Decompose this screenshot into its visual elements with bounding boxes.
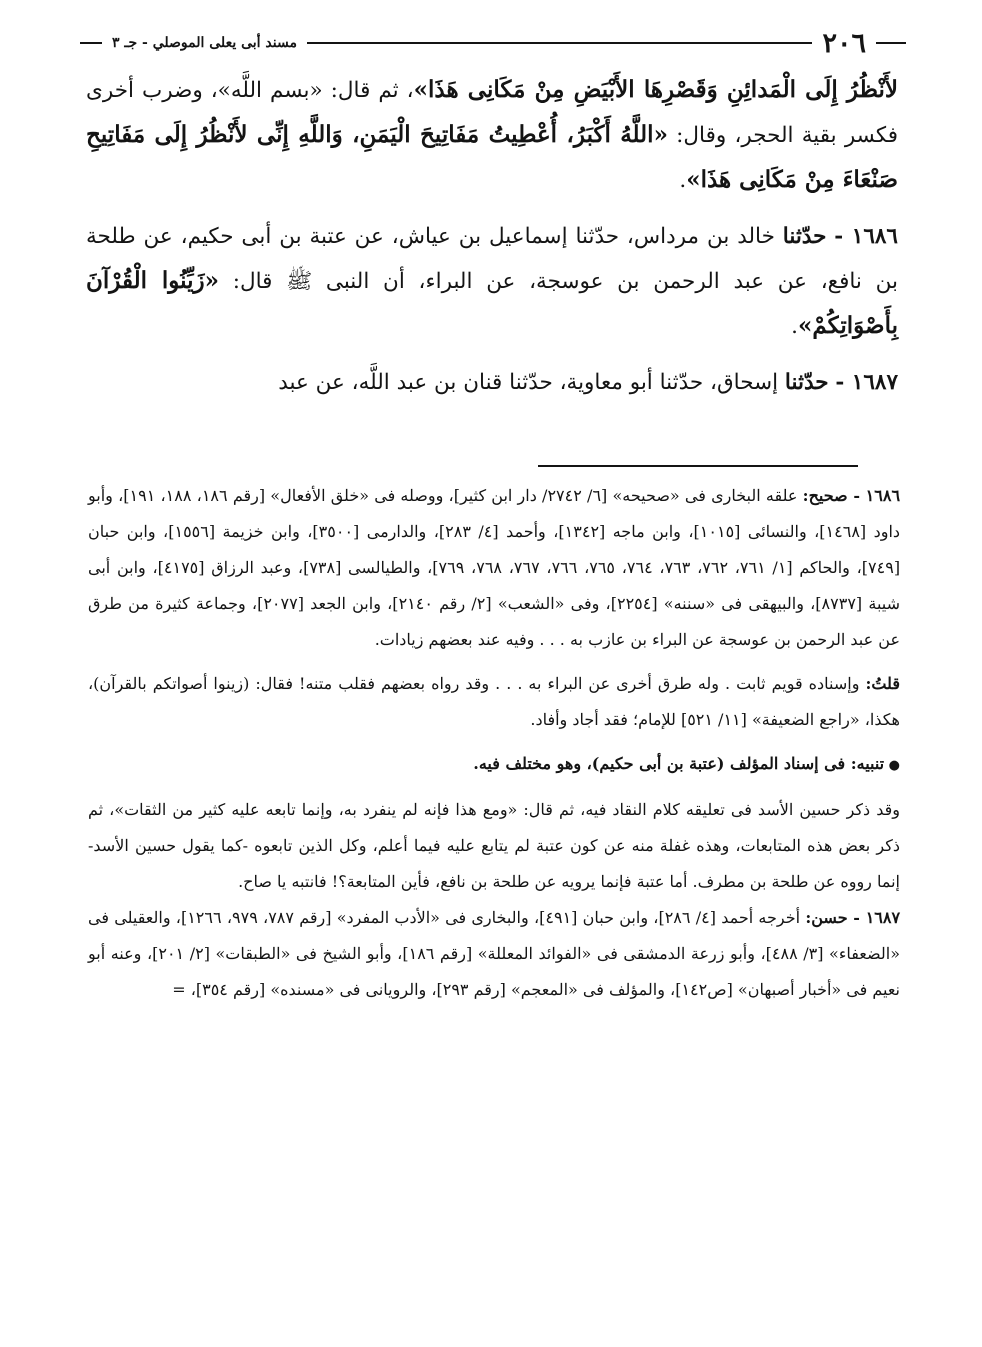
isnad-text: إسحاق، حدّثنا أبو معاوية، حدّثنا قنان بن عبد اللَّه، عن عبد: [278, 370, 779, 395]
note-label: قلتُ:: [865, 674, 900, 693]
hadith-1687: [86, 361, 898, 405]
footnotes: [88, 478, 900, 1008]
note-asad: وقد ذكر حسين الأسد فى تعليقه كلام النقاد فيه، ثم قال: «ومع هذا فإنه لم ينفرد به، وإنما تابعه عليه كثير من الثقات»، ثم ذكر بعض هذه المتابعات، وهذه غفلة منه عن كون عتبة لم يتابع عليه فيما أعلم، وكل الذين تابعوه -كما يقول حسين الأسد- إنما رووه عن طلحة بن مطرف. أما عتبة فإنما يرويه عن طلحة بن نافع، فأين المتابعة؟! فانتبه يا صاح.: [88, 800, 901, 891]
page-number: ٢٠٦: [822, 27, 866, 59]
paragraph-continuation: [86, 68, 898, 203]
note-tanbih: ● تنبيه: فى إسناد المؤلف (عتبة بن أبى حكيم)، وهو مختلف فيه.: [88, 746, 900, 784]
running-title: مسند أبى يعلى الموصلي - جـ ٣: [112, 35, 297, 51]
footnote-1686: [88, 478, 900, 658]
page-header: [80, 26, 906, 60]
main-text: [86, 68, 898, 417]
hadith-1686: [86, 215, 898, 349]
hadith-number: ١٦٨٦ -: [834, 224, 898, 249]
narration-text: ، ثم قال: «بسم اللَّه»، وضرب أخرى فكسر بقية الحجر، وقال:: [86, 78, 899, 148]
page-number-dash: [876, 42, 906, 44]
footnote-separator: [538, 465, 858, 467]
footnote-label: ١٦٨٦ - صحيح:: [802, 486, 901, 505]
header-tail-rule: [80, 42, 102, 44]
haddathana: حدّثنا: [784, 370, 829, 395]
narration-end: .: [791, 314, 798, 339]
haddathana: حدّثنا: [782, 224, 827, 249]
footnote-label: ١٦٨٧ - حسن:: [805, 908, 901, 927]
hadith-quote: لأَنْظُرُ إِلَى الْمَدائِنِ وَقَصْرِهَا الأَبْيَضِ مِنْ مَكَانِى هَذَا»: [413, 76, 898, 103]
header-rule: [307, 42, 812, 44]
isnad-text: خالد بن مرداس، حدّثنا إسماعيل بن عياش، عن عتبة بن أبى حكيم، عن طلحة بن نافع، عن عبد الرحمن بن عوسجة، عن البراء، أن النبى ﷺ قال:: [86, 224, 898, 294]
narration-end: .: [679, 168, 687, 193]
note-qultu: [88, 666, 900, 738]
hadith-number: ١٦٨٧ -: [835, 370, 898, 395]
footnote-text: علقه البخارى فى «صحيحه» [٦/ ٢٧٤٢/ دار ابن كثير]، ووصله فى «خلق الأفعال» [رقم ١٨٦، ١٨٨، ١٩١]، وأبو داود [١٤٦٨]، والنسائى [١٠١٥]، وابن ماجه [١٣٤٢]، وأحمد [٤/ ٢٨٣]، والدارمى [٣٥٠٠]، وابن خزيمة [١٥٥٦]، وابن حبان [٧٤٩]، والحاكم [١/ ٧٦١، ٧٦٢، ٧٦٣، ٧٦٤، ٧٦٥، ٧٦٦، ٧٦٧، ٧٦٨، ٧٦٩]، والطيالسى [٧٣٨]، وعبد الرزاق [٤١٧٥]، وابن أبى شيبة [٨٧٣٧]، والبيهقى فى «سننه» [٢٢٥٤]، وفى «الشعب» [٢/ رقم ٢١٤٠]، وابن الجعد [٢٠٧٧]، وجماعة كثيرة من طرق عن عبد الرحمن بن عوسجة عن البراء بن عازب به . . . وفيه عند بعضهم زيادات.: [88, 486, 901, 649]
hadith-quote: «زَيِّنُوا الْقُرْآنَ بِأَصْوَاتِكُمْ»: [86, 267, 898, 339]
hadith-quote: «اللَّهُ أَكْبَرُ، أُعْطِيتُ مَفَاتِيحَ الْيَمَنِ، وَاللَّهِ إِنِّى لأَنْظُرُ إِلَى مَفَاتِيحِ صَنْعَاءَ مِنْ مَكَانِى هَذَا»: [86, 121, 898, 193]
footnote-text: أخرجه أحمد [٤/ ٢٨٦]، وابن حبان [٤٩١]، والبخارى فى «الأدب المفرد» [رقم ٧٨٧، ٩٧٩، ١٢٦٦]، والعقيلى فى «الضعفاء» [٣/ ٤٨٨]، وأبو زرعة الدمشقى فى «الفوائد المعللة» [رقم ١٨٦]، وأبو الشيخ فى «الطبقات» [٢/ ٢٠١]، وعنه أبو نعيم فى «أخبار أصبهان» [ص١٤٢]، والمؤلف فى «المعجم» [رقم ٢٩٣]، والرويانى فى «مسنده» [رقم ٣٥٤]، =: [88, 908, 901, 999]
footnote-1687: [88, 900, 900, 1008]
note-text: وإسناده قويم ثابت . وله طرق أخرى عن البراء به . . . وقد رواه بعضهم فقلب متنه! فقال: (زينوا أصواتكم بالقرآن)، هكذا، «راجع الضعيفة» [١١/ ٥٢١] للإمام؛ فقد أجاد وأفاد.: [88, 674, 900, 729]
